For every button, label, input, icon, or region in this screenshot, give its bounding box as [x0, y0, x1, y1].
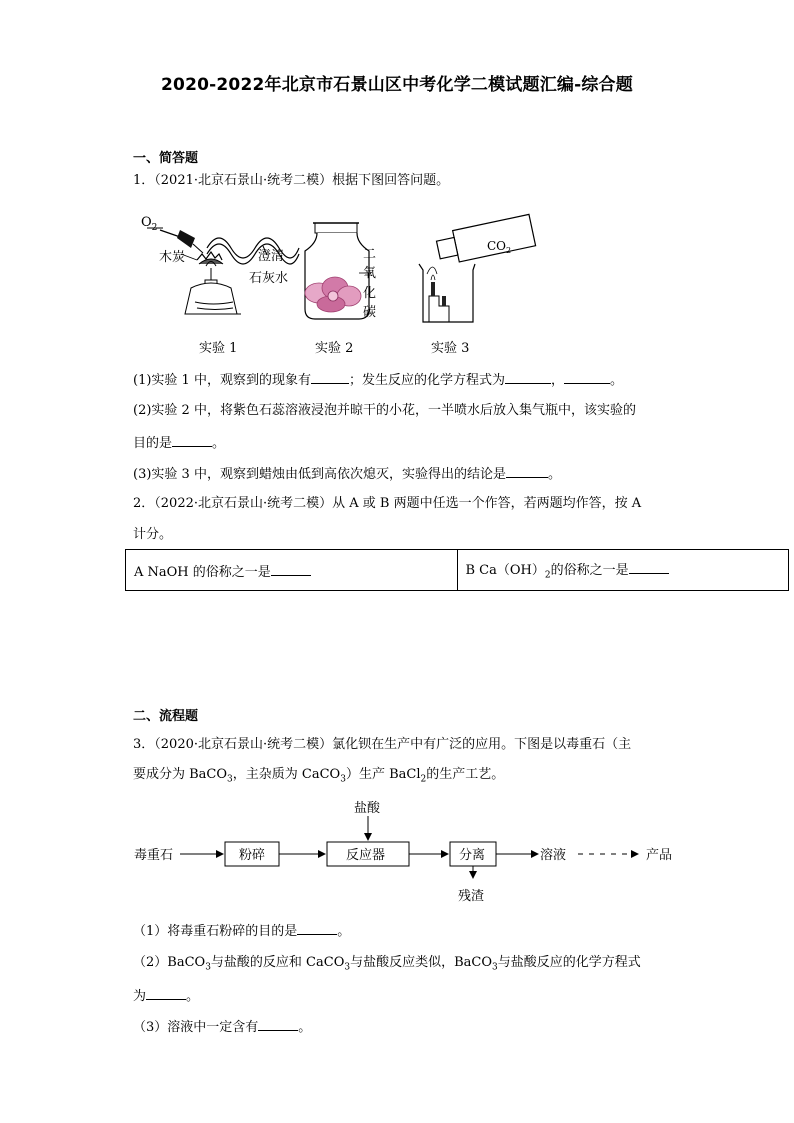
- process-flowchart: [130, 796, 690, 908]
- experiment-figure: [135, 208, 555, 363]
- o2-label: $O_2$: [141, 215, 158, 233]
- q3-part-2-line-2: 为 。: [133, 989, 200, 1004]
- co2-vertical-4: 碳: [363, 305, 377, 320]
- answer-blank[interactable]: [505, 371, 551, 384]
- choice-table: [125, 549, 789, 591]
- section-heading-flowchart: 二、流程题: [133, 709, 199, 724]
- experiment-2-gas-jar: [305, 223, 371, 319]
- crush-label: 粉碎: [239, 848, 266, 863]
- q1-part-2-line-1: (2)实验 2 中，将紫色石蕊溶液浸泡并晾干的小花，一半喷水后放入集气瓶中，该实验的: [133, 403, 636, 418]
- limewater-label-1: 澄清: [258, 249, 285, 264]
- answer-blank[interactable]: [311, 371, 349, 384]
- reactor-label: 反应器: [346, 848, 386, 863]
- q3-part-1: （1）将毒重石粉碎的目的是 。: [133, 924, 351, 939]
- q3-part-2-line-1: （2）BaCO$_3$与盐酸的反应和 CaCO$_3$与盐酸反应类似，BaCO$_3$与盐酸反应的化学方程式: [133, 955, 641, 973]
- q3-part-3: （3）溶液中一定含有 。: [133, 1020, 312, 1035]
- co2-vertical-3: 化: [363, 286, 377, 301]
- experiment-3-beaker: [419, 214, 536, 322]
- answer-blank[interactable]: [297, 922, 337, 935]
- choice-cell-a: A NaOH 的俗称之一是: [126, 550, 458, 591]
- answer-blank[interactable]: [146, 987, 186, 1000]
- answer-blank[interactable]: [564, 371, 610, 384]
- question-1-stem: 1．（2021·北京石景山·统考二模）根据下图回答问题。: [133, 173, 450, 188]
- question-2-stem-line-2: 计分。: [133, 527, 173, 542]
- charcoal-label: 木炭: [159, 250, 186, 265]
- experiment-1-caption: 实验 1: [199, 341, 238, 356]
- experiment-3-caption: 实验 3: [431, 341, 470, 356]
- q1-part-2-line-2: 目的是 。: [133, 436, 226, 451]
- co2-vertical-1: 二: [363, 247, 377, 262]
- limewater-label-2: 石灰水: [249, 271, 289, 286]
- product-label: 产品: [646, 848, 673, 863]
- section-heading-short-answer: 一、简答题: [133, 151, 199, 166]
- question-3-stem-line-2: 要成分为 BaCO$_3$，主杂质为 CaCO$_3$）生产 BaCl$_2$的生产工艺。: [133, 767, 505, 785]
- acid-label: 盐酸: [354, 801, 381, 816]
- co2-bottle-label: $CO_2$: [487, 239, 512, 255]
- answer-blank[interactable]: [258, 1018, 298, 1031]
- solution-label: 溶液: [540, 848, 567, 863]
- answer-blank[interactable]: [271, 563, 311, 576]
- raw-material-label: 毒重石: [134, 848, 174, 863]
- residue-label: 残渣: [458, 889, 485, 904]
- experiment-2-caption: 实验 2: [315, 341, 354, 356]
- question-2-stem-line-1: 2．（2022·北京石景山·统考二模）从 A 或 B 两题中任选一个作答，若两题均作答，按 A: [133, 496, 642, 511]
- answer-blank[interactable]: [629, 561, 669, 574]
- separate-label: 分离: [459, 848, 486, 863]
- answer-blank[interactable]: [172, 434, 212, 447]
- q1-part-3: (3)实验 3 中，观察到蜡烛由低到高依次熄灭，实验得出的结论是 。: [133, 467, 561, 482]
- question-3-stem-line-1: 3．（2020·北京石景山·统考二模）氯化钡在生产中有广泛的应用。下图是以毒重石（主: [133, 737, 632, 752]
- co2-vertical-2: 氧: [363, 266, 377, 281]
- choice-cell-b: B $Ca(OH)_2$的俗称之一是: [457, 550, 789, 591]
- answer-blank[interactable]: [506, 465, 548, 478]
- q1-part-1: (1)实验 1 中，观察到的现象有 ；发生反应的化学方程式为 ， 。: [133, 373, 623, 388]
- page-title: 2020-2022年北京市石景山区中考化学二模试题汇编-综合题: [161, 75, 633, 95]
